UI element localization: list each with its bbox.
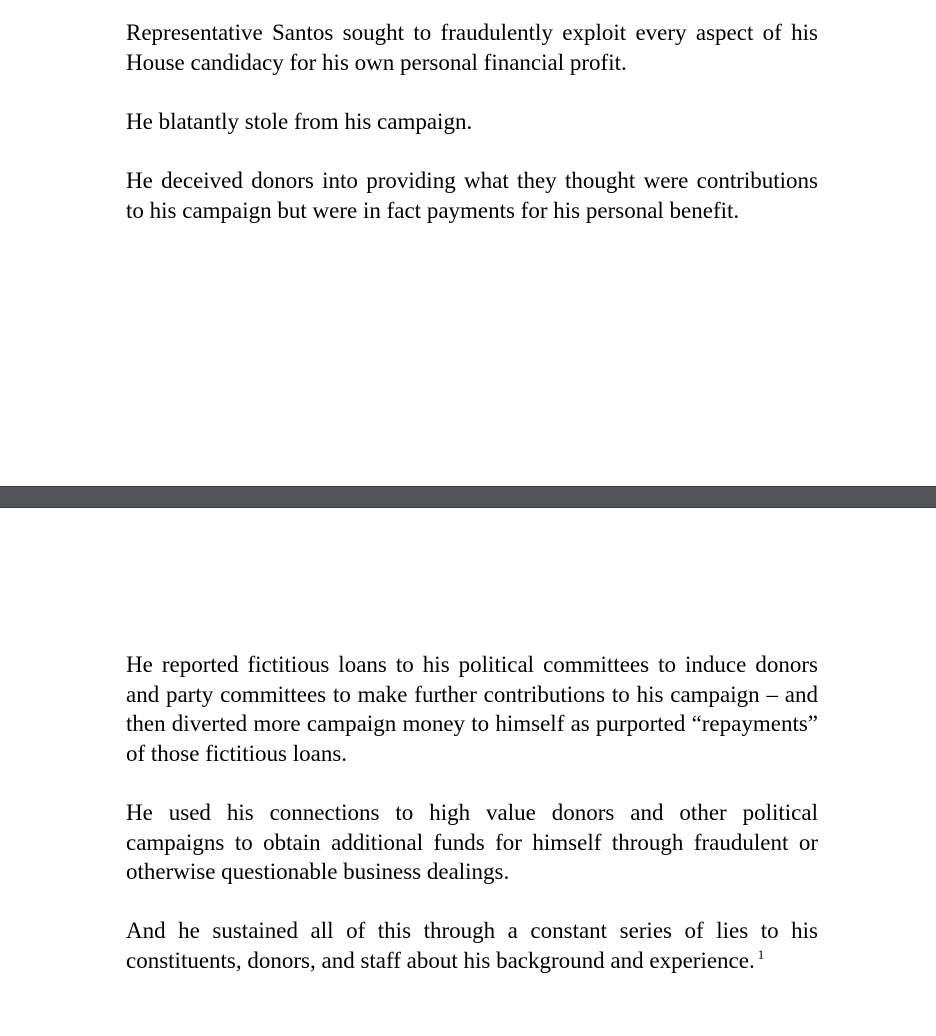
document-page-top	[0, 0, 936, 486]
paragraph-stole-from-campaign	[126, 107, 818, 137]
paragraph-deceived-donors	[126, 166, 818, 225]
paragraph-text: He used his connections to high value donors and other political campaigns to obtain additional funds for himself through fraudulent or otherwise questionable business dealings.	[126, 800, 818, 884]
paragraph-body: And he sustained all of this through a constant series of lies to his constituents, donors, and staff about his background and experience.	[126, 918, 818, 973]
paragraph-text: He reported fictitious loans to his political committees to induce donors and party committees to make further contributions to his campaign – and then diverted more campaign money to himself as purported “repayments” of those fictitious loans.	[126, 652, 818, 766]
paragraph-text: He deceived donors into providing what they thought were contributions to his campaign but were in fact payments for his personal benefit.	[126, 168, 818, 223]
page-separator	[0, 486, 936, 508]
paragraph-exploit-candidacy	[126, 18, 818, 77]
paragraph-high-value-donors	[126, 798, 818, 887]
paragraph-constant-lies	[126, 916, 818, 975]
document-page-bottom	[0, 508, 936, 1036]
paragraph-text: Representative Santos sought to fraudulently exploit every aspect of his House candidacy for his own personal financial profit.	[126, 20, 818, 75]
paragraph-text	[126, 916, 818, 975]
paragraph-text: He blatantly stole from his campaign.	[126, 109, 473, 134]
paragraph-fictitious-loans	[126, 650, 818, 768]
footnote-marker[interactable]: 1	[757, 946, 765, 962]
